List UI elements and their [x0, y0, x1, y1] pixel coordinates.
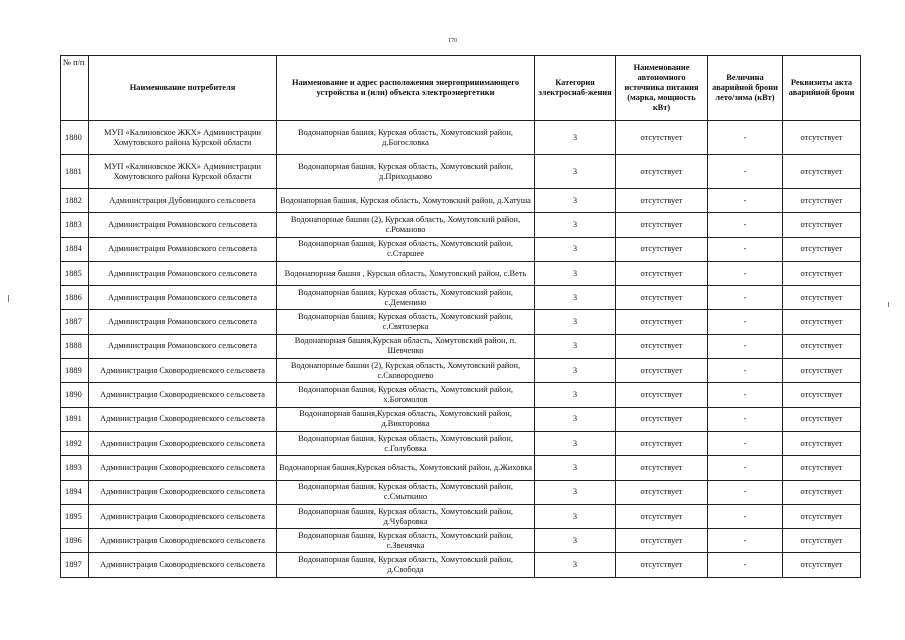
cell-reserve: -	[708, 359, 783, 383]
cell-num: 1896	[61, 529, 89, 553]
cell-category: 3	[535, 359, 616, 383]
cell-object: Водонапорная башня,Курская область, Хомутовский район, д.Жиховка	[277, 456, 535, 480]
cell-reserve: -	[708, 383, 783, 407]
cell-object: Водонапорная башня, Курская область, Хомутовский район, с.Святозерка	[277, 310, 535, 334]
cell-object: Водонапорная башня, Курская область, Хомутовский район, с.Голубовка	[277, 431, 535, 455]
cell-category: 3	[535, 155, 616, 189]
cell-reserve: -	[708, 529, 783, 553]
cell-num: 1892	[61, 431, 89, 455]
table-row	[61, 553, 861, 577]
cell-object: Водонапорная башня, Курская область, Хомутовский район, х.Богомолов	[277, 383, 535, 407]
cell-num: 1893	[61, 456, 89, 480]
cell-object: Водонапорная башня,Курская область, Хомутовский район, п. Шевченко	[277, 334, 535, 358]
cell-reserve: -	[708, 155, 783, 189]
cell-consumer: Администрация Романовского сельсовета	[89, 213, 277, 237]
cell-num: 1897	[61, 553, 89, 577]
cell-consumer: Администрация Сковородневского сельсовета	[89, 480, 277, 504]
header-object: Наименование и адрес расположения энергопринимающего устройства и (или) объекта электроэнергетики	[277, 56, 535, 121]
cell-object: Водонапорная башня, Курская область, Хомутовский район, д.Богословка	[277, 121, 535, 155]
cell-consumer: Администрация Романовского сельсовета	[89, 237, 277, 261]
cell-requisites: отсутствует	[783, 286, 861, 310]
header-num: № п/п	[61, 56, 89, 121]
header-requisites: Реквизиты акта аварийной брони	[783, 56, 861, 121]
cell-source: отсутствует	[616, 431, 708, 455]
cell-requisites: отсутствует	[783, 480, 861, 504]
cell-reserve: -	[708, 553, 783, 577]
cell-category: 3	[535, 334, 616, 358]
cell-reserve: -	[708, 456, 783, 480]
table-row	[61, 237, 861, 261]
cell-object: Водонапорная башня,Курская область, Хомутовский район, д.Викторовка	[277, 407, 535, 431]
cell-source: отсутствует	[616, 189, 708, 213]
cell-object: Водонапорная башня, Курская область, Хомутовский район, с.Смыткино	[277, 480, 535, 504]
cell-object: Водонапорная башня, Курская область, Хомутовский район, д.Хатуша	[277, 189, 535, 213]
table-row	[61, 383, 861, 407]
table-row	[61, 334, 861, 358]
cell-requisites: отсутствует	[783, 310, 861, 334]
cell-num: 1895	[61, 504, 89, 528]
cell-consumer: Администрация Сковородневского сельсовета	[89, 407, 277, 431]
cell-object: Водонапорные башни (2), Курская область, Хомутовский район, с.Романово	[277, 213, 535, 237]
cell-category: 3	[535, 456, 616, 480]
cell-requisites: отсутствует	[783, 431, 861, 455]
page-number: 170	[448, 38, 457, 44]
header-category: Категория электроснаб-жения	[535, 56, 616, 121]
cell-source: отсутствует	[616, 359, 708, 383]
cell-object: Водонапорная башня, Курская область, Хомутовский район, с.Старшее	[277, 237, 535, 261]
cell-requisites: отсутствует	[783, 189, 861, 213]
cell-source: отсутствует	[616, 553, 708, 577]
cell-reserve: -	[708, 310, 783, 334]
table-row	[61, 407, 861, 431]
cell-category: 3	[535, 529, 616, 553]
cell-reserve: -	[708, 237, 783, 261]
cell-consumer: Администрация Сковородневского сельсовета	[89, 504, 277, 528]
table-row	[61, 431, 861, 455]
cell-requisites: отсутствует	[783, 529, 861, 553]
table-row	[61, 456, 861, 480]
cell-requisites: отсутствует	[783, 456, 861, 480]
cell-requisites: отсутствует	[783, 261, 861, 285]
cell-category: 3	[535, 553, 616, 577]
cell-source: отсутствует	[616, 529, 708, 553]
cell-category: 3	[535, 310, 616, 334]
cell-requisites: отсутствует	[783, 121, 861, 155]
cell-num: 1894	[61, 480, 89, 504]
header-source: Наименование автономного источника питания (марка, мощность кВт)	[616, 56, 708, 121]
cell-num: 1883	[61, 213, 89, 237]
cell-consumer: Администрация Дубовицкого сельсовета	[89, 189, 277, 213]
cell-reserve: -	[708, 121, 783, 155]
cell-num: 1885	[61, 261, 89, 285]
cell-category: 3	[535, 189, 616, 213]
cell-source: отсутствует	[616, 310, 708, 334]
cell-reserve: -	[708, 480, 783, 504]
cell-source: отсутствует	[616, 286, 708, 310]
table-row	[61, 261, 861, 285]
cell-category: 3	[535, 480, 616, 504]
cell-source: отсутствует	[616, 237, 708, 261]
cell-num: 1881	[61, 155, 89, 189]
cell-consumer: Администрация Романовского сельсовета	[89, 261, 277, 285]
cell-consumer: Администрация Сковородневского сельсовета	[89, 456, 277, 480]
cell-object: Водонапорная башня , Курская область, Хомутовский район, с.Веть	[277, 261, 535, 285]
cell-source: отсутствует	[616, 407, 708, 431]
cell-consumer: Администрация Романовского сельсовета	[89, 310, 277, 334]
cell-consumer: МУП «Калиновское ЖКХ» Администрации Хомутовского района Курской области	[89, 121, 277, 155]
table-row	[61, 504, 861, 528]
cell-source: отсутствует	[616, 155, 708, 189]
cell-requisites: отсутствует	[783, 553, 861, 577]
cell-num: 1882	[61, 189, 89, 213]
cell-source: отсутствует	[616, 121, 708, 155]
table-row	[61, 480, 861, 504]
cell-requisites: отсутствует	[783, 213, 861, 237]
cell-reserve: -	[708, 286, 783, 310]
cell-source: отсутствует	[616, 334, 708, 358]
cell-category: 3	[535, 431, 616, 455]
table-row	[61, 286, 861, 310]
cell-consumer: Администрация Сковородневского сельсовета	[89, 359, 277, 383]
table-row	[61, 310, 861, 334]
cell-requisites: отсутствует	[783, 407, 861, 431]
cell-reserve: -	[708, 189, 783, 213]
cell-num: 1880	[61, 121, 89, 155]
cell-requisites: отсутствует	[783, 359, 861, 383]
cell-object: Водонапорная башня, Курская область, Хомутовский район, д.Чубаровка	[277, 504, 535, 528]
cell-num: 1891	[61, 407, 89, 431]
scan-speck-left	[8, 295, 9, 302]
table-row	[61, 121, 861, 155]
cell-reserve: -	[708, 334, 783, 358]
cell-object: Водонапорная башня, Курская область, Хомутовский район, с.Звенячка	[277, 529, 535, 553]
header-consumer: Наименование потребителя	[89, 56, 277, 121]
registry-body	[61, 121, 861, 578]
table-row	[61, 189, 861, 213]
cell-reserve: -	[708, 213, 783, 237]
cell-num: 1890	[61, 383, 89, 407]
table-row	[61, 529, 861, 553]
cell-reserve: -	[708, 431, 783, 455]
cell-consumer: Администрация Сковородневского сельсовета	[89, 553, 277, 577]
cell-object: Водонапорная башня, Курская область, Хомутовский район, д.Свобода	[277, 553, 535, 577]
cell-consumer: Администрация Романовского сельсовета	[89, 286, 277, 310]
cell-source: отсутствует	[616, 504, 708, 528]
cell-category: 3	[535, 286, 616, 310]
cell-consumer: Администрация Сковородневского сельсовета	[89, 383, 277, 407]
cell-source: отсутствует	[616, 456, 708, 480]
header-row	[61, 56, 861, 121]
cell-requisites: отсутствует	[783, 334, 861, 358]
cell-category: 3	[535, 504, 616, 528]
table-row	[61, 155, 861, 189]
header-reserve: Величина аварийной брони лето/зима (кВт)	[708, 56, 783, 121]
registry-table	[60, 55, 861, 578]
cell-requisites: отсутствует	[783, 383, 861, 407]
cell-object: Водонапорные башни (2), Курская область, Хомутовский район, с.Сковороднево	[277, 359, 535, 383]
cell-num: 1886	[61, 286, 89, 310]
cell-num: 1884	[61, 237, 89, 261]
cell-object: Водонапорная башня, Курская область, Хомутовский район, д.Приходьково	[277, 155, 535, 189]
cell-source: отсутствует	[616, 213, 708, 237]
cell-category: 3	[535, 383, 616, 407]
cell-category: 3	[535, 261, 616, 285]
cell-consumer: Администрация Романовского сельсовета	[89, 334, 277, 358]
cell-reserve: -	[708, 504, 783, 528]
table-row	[61, 213, 861, 237]
cell-num: 1887	[61, 310, 89, 334]
cell-category: 3	[535, 213, 616, 237]
cell-consumer: Администрация Сковородневского сельсовета	[89, 529, 277, 553]
cell-requisites: отсутствует	[783, 155, 861, 189]
cell-source: отсутствует	[616, 261, 708, 285]
cell-category: 3	[535, 121, 616, 155]
table-row	[61, 359, 861, 383]
cell-requisites: отсутствует	[783, 237, 861, 261]
cell-reserve: -	[708, 261, 783, 285]
scan-speck-right	[888, 302, 889, 307]
cell-object: Водонапорная башня, Курская область, Хомутовский район, с.Деменино	[277, 286, 535, 310]
cell-source: отсутствует	[616, 383, 708, 407]
cell-consumer: МУП «Калиновское ЖКХ» Администрации Хомутовского района Курской области	[89, 155, 277, 189]
cell-category: 3	[535, 407, 616, 431]
cell-num: 1888	[61, 334, 89, 358]
cell-consumer: Администрация Сковородневского сельсовета	[89, 431, 277, 455]
cell-requisites: отсутствует	[783, 504, 861, 528]
cell-reserve: -	[708, 407, 783, 431]
cell-num: 1889	[61, 359, 89, 383]
cell-category: 3	[535, 237, 616, 261]
cell-source: отсутствует	[616, 480, 708, 504]
